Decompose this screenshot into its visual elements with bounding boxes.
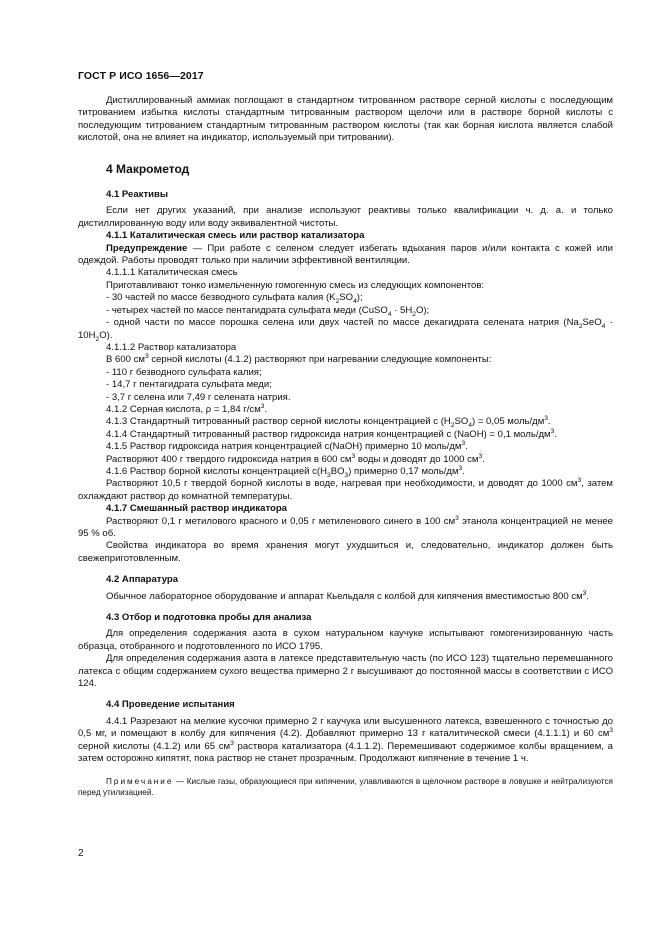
section-4-2-title: 4.2 Аппаратура: [106, 574, 179, 586]
section-4-1-7-text: Растворяют 0,1 г метилового красного и 0,05 г метиленового синего в 100 $см^3$ этанола концентрацией не менее 95 % об.: [78, 514, 613, 539]
list-item: - 14,7 г пентагидрата сульфата меди;: [106, 379, 272, 391]
section-4-4-title: 4.4 Проведение испытания: [106, 699, 235, 711]
note-label: Примечание: [106, 776, 174, 786]
section-4-1-1-title: 4.1.1 Каталитическая смесь или раствор катализатора: [106, 230, 365, 242]
page-number: 2: [78, 848, 84, 859]
section-4-title: 4 Макрометод: [106, 161, 190, 176]
section-4-1-5-text: Растворяют 400 г твердого гидроксида натрия в 600 $см^3$ воды и доводят до 1000 $см^3$.: [106, 452, 485, 465]
list-item: - 3,7 г селена или 7,49 г селената натрия.: [106, 391, 291, 403]
section-4-1-text: Если нет других указаний, при анализе используют реактивы только квалификации ч. д. а. и только дистиллированную воду или воду эквивалентной чистоты.: [78, 205, 613, 229]
list-item: - 110 г безводного сульфата калия;: [106, 366, 262, 378]
section-4-3-title: 4.3 Отбор и подготовка пробы для анализа: [106, 612, 312, 624]
document-body: [78, 95, 613, 798]
section-4-1-1-1-text: Приготавливают тонко измельченную гомогенную смесь из следующих компонентов:: [106, 279, 485, 291]
warning-label: Предупреждение: [106, 242, 188, 254]
section-4-1-6: 4.1.6 Раствор борной кислоты концентрацией $c(H_3BO_3)$ примерно 0,17 моль/$дм^3$.: [106, 464, 465, 479]
list-item: - четырех частей по массе пентагидрата сульфата меди (CuSO$_4$ · $5H_2O$);: [106, 304, 430, 318]
warning-paragraph: [78, 243, 613, 268]
intro-paragraph: Дистиллированный аммиак поглощают в стандартном титрованном растворе серной кислоты с последующим титрованием избытка кислоты стандартным титрованным раствором щелочи или в растворе борной кислоты с последующим титрованием стандартным титрованным раствором кислоты (так как борная кислота является слабой кислотой, она не влияет на индикатор, используемый при титровании).: [78, 95, 613, 144]
document-header: ГОСТ Р ИСО 1656—2017: [78, 70, 204, 82]
warning-text: — При работе с селеном следует избегать вдыхания паров и/или контакта с кожей или одеждой. Работы проводят только при наличии эффективной вентиляции.: [78, 242, 613, 267]
section-4-3-text1: Для определения содержания азота в сухом натуральном каучуке испытывают гомогенизированную часть образца, отобранного и подготовленного по ИСО 1795.: [78, 628, 613, 652]
section-4-1-3: 4.1.3 Стандартный титрованный раствор серной кислоты концентрацией c $(H_2SO_4) = 0,05$ моль/$дм^3$.: [106, 415, 551, 430]
section-4-2-text: Обычное лабораторное оборудование и аппарат Кьельдаля с колбой для кипячения вместимостью 800 $см^3$.: [106, 589, 590, 602]
section-4-1-2: 4.1.2 Серная кислота, ρ = 1,84 $г/см^3$.: [106, 402, 268, 415]
section-4-1-7-text2: Свойства индикатора во время хранения могут ухудшиться и, следовательно, индикатор должен быть свежеприготовленным.: [78, 540, 613, 564]
section-4-1-5: 4.1.5 Раствор гидроксида натрия концентрацией c(NaOH) примерно 10 моль/$дм^3$.: [106, 439, 468, 453]
section-4-1-4: 4.1.4 Стандартный титрованный раствор гидроксида натрия концентрацией c (NaOH) = 0,1 моль/$дм^3$.: [106, 427, 557, 440]
section-4-1-7-title: 4.1.7 Смешанный раствор индикатора: [106, 503, 287, 515]
list-item: - 30 частей по массе безводного сульфата калия $(K_2SO_4)$;: [106, 292, 363, 306]
section-4-1-1-2-title: 4.1.1.2 Раствор катализатора: [106, 341, 237, 353]
section-4-4-1-text: 4.4.1 Разрезают на мелкие кусочки примерно 2 г каучука или высушенного латекса, взвешенного с точностью до 0,5 мг, и помещают в колбу для кипячения (4.2). Добавляют примерно 13 г каталитической смеси (4.1.1.1) и 60 $см^3$ серной кислоты (4.1.2) или 65 $см^3$ раствора катализатора (4.1.1.2). Перемешивают содержимое колбы вращением, а затем осторожно кипятят, пока раствор не станет прозрачным. Продолжают кипячение в течение 1 ч.: [78, 715, 613, 765]
note: [78, 776, 613, 798]
section-4-1-1-2-text: В 600 $см^3$ серной кислоты (4.1.2) растворяют при нагревании следующие компоненты:: [106, 353, 492, 366]
note-text: — Кислые газы, образующиеся при кипячении, улавливаются в щелочном растворе в ловушке и нейтрализуются перед утилизацией.: [78, 776, 613, 797]
section-4-1-title: 4.1 Реактивы: [106, 189, 169, 201]
section-4-1-6-text: Растворяют 10,5 г твердой борной кислоты в воде, нагревая при необходимости, и доводят до 1000 $см^3$, затем охлаждают раствор до комнатной температуры.: [78, 477, 613, 502]
list-item: - одной части по массе порошка селена или двух частей по массе декагидрата селената натрия $(Na_2SeO_4 \cdot 10H_2O)$.: [78, 317, 613, 343]
section-4-3-text2: Для определения содержания азота в латексе представительную часть (по ИСО 123) тщательно перемешанного латекса с общим содержанием сухого вещества примерно 2 г высушивают до постоянной массы в соответствии с ИСО 124.: [78, 653, 613, 690]
section-4-1-1-1-title: 4.1.1.1 Каталитическая смесь: [106, 267, 238, 279]
